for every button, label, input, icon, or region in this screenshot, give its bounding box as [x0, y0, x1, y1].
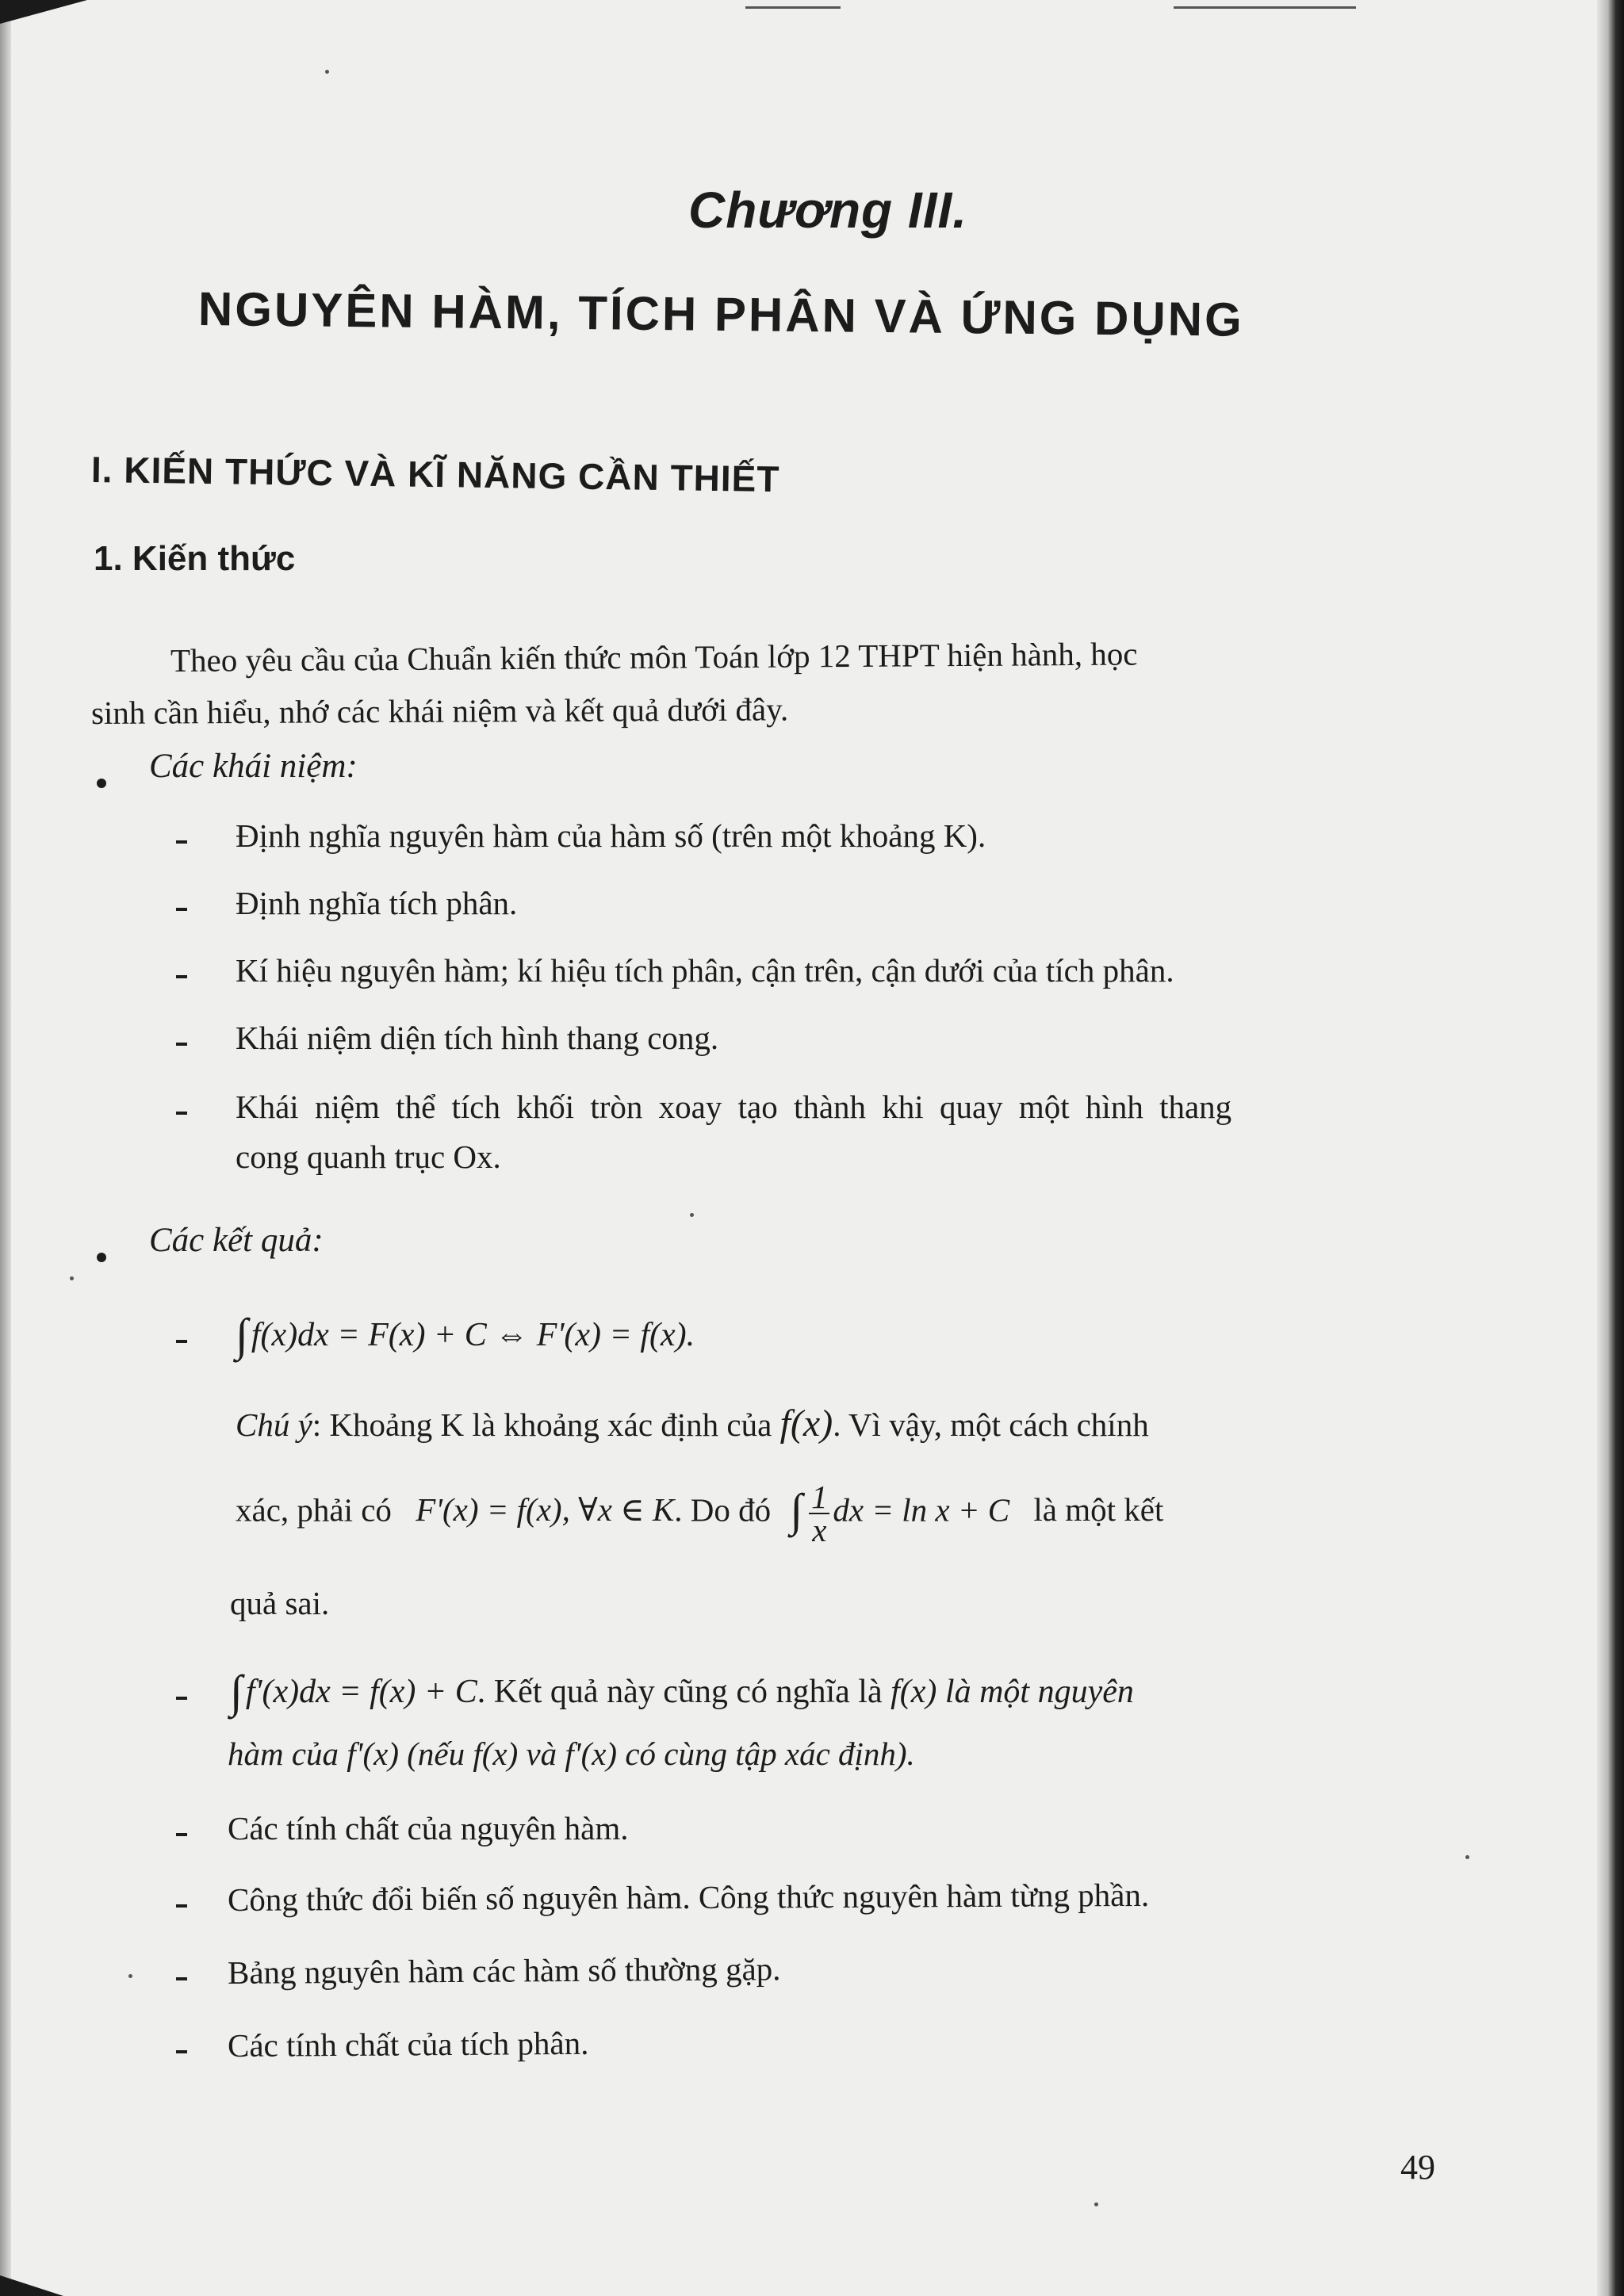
scan-corner-mark [0, 0, 87, 24]
intro-paragraph-line: Theo yêu cầu của Chuẩn kiến thức môn Toán lớp 12 THPT hiện hành, học [170, 635, 1138, 679]
scan-speck [1465, 1855, 1469, 1859]
list-item: Định nghĩa nguyên hàm của hàm số (trên một khoảng K). [236, 817, 986, 854]
list-item: Khái niệm diện tích hình thang cong. [236, 1020, 719, 1056]
note-formula: dx = ln x + C [833, 1491, 1010, 1529]
note-label: Chú ý [236, 1406, 312, 1443]
integral-icon: ∫ [230, 1666, 243, 1717]
dash-icon [176, 840, 187, 844]
page-number: 49 [1400, 2148, 1435, 2187]
formula-text: f(x)dx = F(x) + C ⇔ F'(x) = f(x). [251, 1317, 695, 1353]
bullet-icon [97, 779, 106, 788]
note-line: quả sai. [230, 1585, 330, 1621]
fraction-denominator: x [809, 1513, 829, 1546]
results-heading: Các kết quả: [149, 1222, 324, 1259]
subsection-heading: 1. Kiến thức [94, 539, 296, 578]
fraction [809, 1481, 829, 1546]
scan-artifact-line [1174, 6, 1356, 9]
note-text: . Do đó [674, 1491, 772, 1529]
dash-icon [176, 1340, 187, 1343]
list-item: Bảng nguyên hàm các hàm số thường gặp. [227, 1950, 781, 1991]
scan-speck [70, 1276, 74, 1280]
dash-icon [176, 1833, 187, 1836]
dash-icon [176, 1112, 187, 1115]
list-item: Khái niệm thể tích khối tròn xoay tạo thành khi quay một hình thang [236, 1089, 1232, 1125]
formula-derivative [230, 1665, 1134, 1718]
concepts-heading: Các khái niệm: [149, 748, 358, 785]
formula-explanation-italic: f(x) là một nguyên [891, 1674, 1134, 1710]
dash-icon [176, 2050, 187, 2053]
scan-edge-right [1597, 0, 1624, 2296]
chapter-label: Chương III. [688, 182, 968, 239]
integral-icon: ∫ [790, 1484, 803, 1536]
note-text: . Vì vậy, một cách chính [833, 1406, 1149, 1443]
scan-speck [128, 1974, 132, 1978]
note-text: xác, phải có [236, 1491, 392, 1529]
dash-icon [176, 975, 187, 978]
list-item-continued: cong quanh trục Ox. [236, 1138, 501, 1175]
formula-explanation: . Kết quả này cũng có nghĩa là [477, 1674, 883, 1710]
scan-corner-mark [0, 2275, 63, 2296]
dash-icon [176, 1043, 187, 1046]
note-text: : Khoảng K là khoảng xác định của [312, 1406, 772, 1443]
note-text: là một kết [1033, 1491, 1164, 1529]
note-line [236, 1481, 1163, 1546]
formula-antiderivative [236, 1308, 695, 1361]
list-item: Các tính chất của nguyên hàm. [228, 1810, 629, 1846]
scan-artifact-line [745, 6, 841, 9]
scan-edge-left [0, 0, 11, 2296]
dash-icon [176, 1977, 187, 1980]
scan-speck [1094, 2202, 1098, 2206]
section-heading: I. KIẾN THỨC VÀ KĨ NĂNG CẦN THIẾT [90, 449, 780, 500]
note-formula: f(x) [779, 1402, 833, 1445]
dash-icon [176, 1904, 187, 1908]
bullet-icon [97, 1253, 106, 1262]
scan-speck [325, 70, 329, 74]
chapter-title: NGUYÊN HÀM, TÍCH PHÂN VÀ ỨNG DỤNG [197, 282, 1245, 346]
note-line [236, 1402, 1149, 1445]
note-formula: F'(x) = f(x), ∀x ∈ K [416, 1491, 675, 1529]
list-item: Các tính chất của tích phân. [227, 2024, 589, 2064]
scan-speck [690, 1213, 694, 1217]
formula-text: f'(x)dx = f(x) + C [245, 1674, 477, 1710]
list-item: Công thức đổi biến số nguyên hàm. Công thức nguyên hàm từng phần. [227, 1876, 1150, 1918]
dash-icon [176, 908, 187, 911]
list-item: Định nghĩa tích phân. [236, 885, 518, 921]
dash-icon [176, 1697, 187, 1700]
formula-explanation-continued: hàm của f'(x) (nếu f(x) và f'(x) có cùng tập xác định). [228, 1735, 915, 1772]
list-item: Kí hiệu nguyên hàm; kí hiệu tích phân, cận trên, cận dưới của tích phân. [236, 952, 1174, 989]
integral-icon: ∫ [236, 1309, 248, 1360]
fraction-numerator: 1 [811, 1479, 828, 1515]
intro-paragraph-line: sinh cần hiểu, nhớ các khái niệm và kết quả dưới đây. [90, 691, 789, 731]
